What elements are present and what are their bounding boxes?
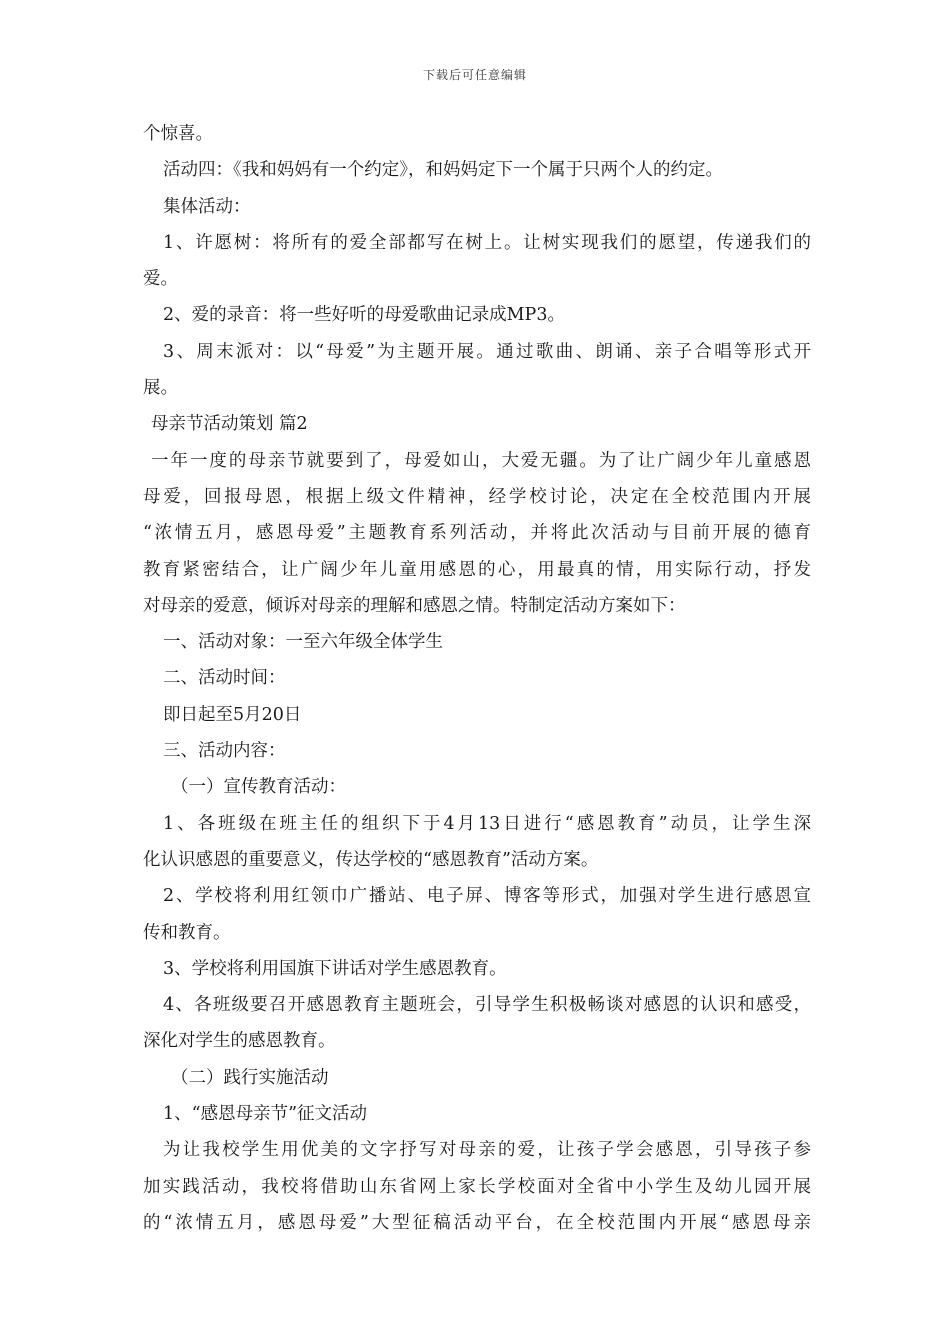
text-line: （一）宣传教育活动： <box>171 777 346 798</box>
document-body <box>143 116 811 1241</box>
text-line: 活动四：《我和妈妈有一个约定》，和妈妈定下一个属于只两个人的约定。 <box>163 160 723 181</box>
text-line: 二、活动时间： <box>163 668 286 689</box>
text-line: 2、学校将利用红领巾广播站、电子屏、博客等形式，加强对学生进行感恩宣 <box>163 886 811 907</box>
text-line: 对母亲的爱意，倾诉对母亲的理解和感恩之情。特制定活动方案如下： <box>143 595 686 616</box>
text-line: 教育紧密结合，让广阔少年儿童用感恩的心，用最真的情，用实际行动，抒发 <box>143 559 811 580</box>
text-line: 深化对学生的感恩教育。 <box>143 1031 336 1052</box>
text-line: 一年一度的母亲节就要到了，母爱如山，大爱无疆。为了让广阔少年儿童感恩 <box>151 450 811 471</box>
text-line: 爱。 <box>143 269 178 290</box>
text-line: 为让我校学生用优美的文字抒写对母亲的爱，让孩子学会感恩，引导孩子参 <box>163 1140 811 1161</box>
text-line: 1、许愿树：将所有的爱全部都写在树上。让树实现我们的愿望，传递我们的 <box>163 232 811 253</box>
text-line: 化认识感恩的重要意义，传达学校的“感恩教育”活动方案。 <box>143 849 599 870</box>
text-line: 的“浓情五月，感恩母爱”大型征稿活动平台，在全校范围内开展“感恩母亲 <box>143 1212 811 1233</box>
text-line: 2、爱的录音：将一些好听的母爱歌曲记录成MP3。 <box>163 305 565 326</box>
page-header: 下载后可任意编辑 <box>422 68 527 82</box>
text-line: 母爱，回报母恩，根据上级文件精神，经学校讨论，决定在全校范围内开展 <box>143 486 811 507</box>
text-line: 4、各班级要召开感恩教育主题班会，引导学生积极畅谈对感恩的认识和感受， <box>163 995 811 1016</box>
text-line: 即日起至5月20日 <box>163 704 302 725</box>
text-line: 集体活动： <box>163 196 251 217</box>
section-heading: 母亲节活动策划 篇2 <box>151 414 308 435</box>
text-line: 展。 <box>143 378 178 399</box>
text-line: 3、周末派对：以“母爱”为主题开展。通过歌曲、朗诵、亲子合唱等形式开 <box>163 341 811 362</box>
text-line: “浓情五月，感恩母爱”主题教育系列活动，并将此次活动与目前开展的德育 <box>143 523 811 544</box>
text-line: 个惊喜。 <box>143 124 213 144</box>
text-line: 一、活动对象：一至六年级全体学生 <box>163 632 443 653</box>
text-line: 1、“感恩母亲节”征文活动 <box>163 1104 368 1125</box>
text-line: 三、活动内容： <box>163 741 286 762</box>
text-line: 3、学校将利用国旗下讲话对学生感恩教育。 <box>163 958 507 979</box>
text-line: （二）践行实施活动 <box>171 1067 329 1088</box>
text-line: 加实践活动，我校将借助山东省网上家长学校面对全省中小学生及幼儿园开展 <box>143 1176 811 1197</box>
text-line: 1、各班级在班主任的组织下于4月13日进行“感恩教育”动员，让学生深 <box>163 813 811 834</box>
text-line: 传和教育。 <box>143 922 231 943</box>
